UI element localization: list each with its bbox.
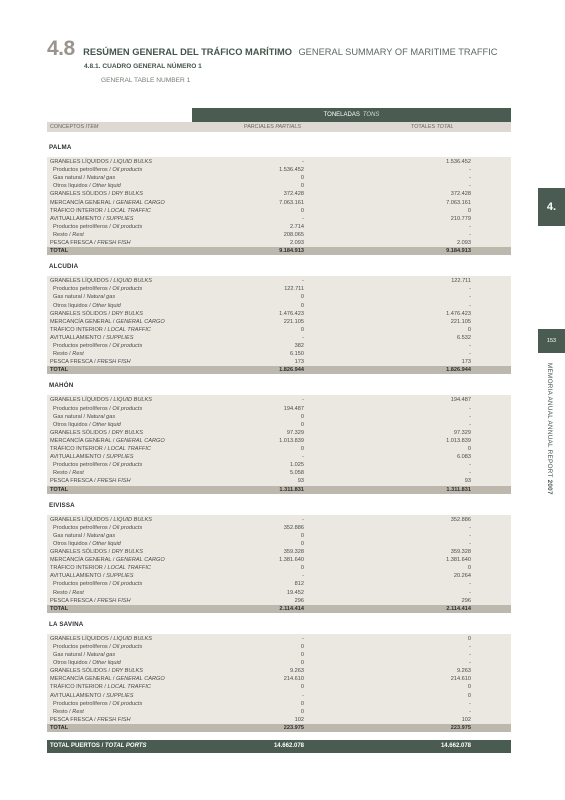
table-row: [47, 667, 511, 675]
partial-value: -: [302, 159, 304, 165]
section-number: 4.8: [47, 37, 75, 60]
partial-value: 0: [300, 540, 304, 547]
total-value: 122.711: [451, 278, 471, 285]
table-row: [47, 158, 511, 166]
col-header-partials: PARCIALES PARTIALS: [244, 124, 301, 130]
row-label: Gas natural / Natural gas: [53, 175, 116, 182]
partial-value: 102: [294, 716, 304, 723]
table-row: [47, 700, 511, 708]
table-row: [47, 166, 511, 174]
total-value: 173: [461, 359, 471, 366]
table-subtitle: 4.8.1. CUADRO GENERAL NÚMERO 1: [84, 63, 202, 70]
row-label: GRANELES SÓLIDOS / DRY BULKS: [50, 310, 143, 317]
row-label: AVITUALLAMIENTO / SUPPLIES: [50, 215, 134, 222]
column-header-row: [47, 122, 511, 132]
row-label: Resto / Rest: [53, 589, 84, 596]
table-row: [47, 190, 511, 198]
partial-value: 0: [300, 700, 304, 707]
total-value: 352.886: [450, 516, 471, 523]
row-label: GRANELES LÍQUIDOS / LIQUID BULKS: [50, 397, 152, 404]
partial-value: 214.610: [283, 676, 304, 683]
table-row: [47, 469, 511, 477]
partial-value: 0: [300, 660, 304, 667]
row-label: Otros líquidos / Other liquid: [53, 302, 121, 309]
row-label: Resto / Rest: [53, 231, 84, 238]
port-total-row: [47, 247, 511, 255]
row-label: Gas natural / Natural gas: [53, 532, 116, 539]
total-value: -: [469, 302, 471, 309]
grand-total-row: [47, 740, 511, 753]
table-row: [47, 556, 511, 564]
partial-value: 0: [300, 302, 304, 309]
report-label-es: MEMORIA ANUAL: [546, 363, 553, 419]
total-value: -: [469, 540, 471, 547]
total-value: -: [469, 231, 471, 238]
table-row: [47, 643, 511, 651]
total-value: 6.532: [457, 334, 471, 341]
total-label: TOTAL: [50, 605, 69, 612]
total-value: 97.329: [453, 429, 471, 436]
partial-value: 0: [300, 326, 304, 333]
total-value: 102: [461, 716, 471, 723]
port-name: MAHÓN: [49, 382, 74, 390]
partial-value: 372.428: [283, 191, 304, 198]
port-total-partial: 9.184.913: [279, 248, 304, 255]
partial-value: 352.886: [283, 524, 304, 531]
total-value: -: [469, 421, 471, 428]
row-label: Productos petrolíferos / Oil products: [53, 223, 143, 230]
tons-header-label-en: TONS: [362, 112, 380, 118]
port-total-total: 1.826.944: [446, 367, 471, 374]
partial-value: 0: [300, 175, 304, 182]
port-name: PALMA: [49, 144, 72, 151]
table-row: [47, 548, 511, 556]
total-value: 0: [467, 692, 471, 699]
tons-group-header: [192, 108, 511, 122]
row-label: Productos petrolíferos / Oil products: [53, 343, 143, 349]
total-value: 0: [467, 326, 471, 333]
row-label: MERCANCÍA GENERAL / GENERAL CARGO: [50, 676, 165, 683]
port-total-row: [47, 605, 511, 613]
total-label: TOTAL: [50, 724, 69, 731]
table-row: [47, 716, 511, 724]
partial-value: 0: [300, 207, 304, 214]
row-label: GRANELES SÓLIDOS / DRY BULKS: [50, 191, 143, 198]
total-value: 0: [467, 684, 471, 691]
row-label: Productos petrolíferos / Oil products: [53, 581, 143, 588]
total-value: -: [469, 223, 471, 230]
table-row: [47, 293, 511, 301]
partial-value: 5.058: [290, 470, 304, 477]
tons-header-label: TONELADAS: [323, 112, 360, 118]
total-value: 1.381.640: [446, 557, 471, 564]
total-value: -: [469, 343, 471, 349]
table-row: [47, 207, 511, 215]
row-label: GRANELES LÍQUIDOS / LIQUID BULKS: [50, 635, 152, 642]
row-label: PESCA FRESCA / FRESH FISH: [50, 716, 131, 723]
partial-value: 1.013.839: [279, 437, 304, 444]
total-value: -: [469, 413, 471, 420]
table-row: [47, 334, 511, 342]
report-year: 2007: [546, 479, 553, 495]
section-title-es: RESÚMEN GENERAL DEL TRÁFICO MARÍTIMO: [83, 47, 292, 57]
row-label: GRANELES SÓLIDOS / DRY BULKS: [50, 668, 143, 675]
row-label: TRÁFICO INTERIOR / LOCAL TRAFFIC: [50, 326, 151, 333]
partial-value: 0: [300, 183, 304, 190]
row-label: TRÁFICO INTERIOR / LOCAL TRAFFIC: [50, 446, 151, 452]
total-value: -: [469, 700, 471, 707]
partial-value: 812: [294, 581, 304, 588]
report-vertical-label: [542, 363, 556, 513]
row-label: Productos petrolíferos / Oil products: [53, 286, 143, 293]
row-label: MERCANCÍA GENERAL / GENERAL CARGO: [50, 557, 165, 564]
port-total-row: [47, 724, 511, 732]
partial-value: -: [302, 334, 304, 341]
partial-value: 359.328: [283, 549, 304, 555]
total-value: -: [469, 462, 471, 469]
table-row: [47, 342, 511, 350]
partial-value: 7.063.161: [279, 199, 304, 206]
total-value: -: [469, 167, 471, 174]
partial-value: 0: [300, 652, 304, 658]
table-row: [47, 277, 511, 285]
table-row: [47, 564, 511, 572]
port-total-row: [47, 366, 511, 374]
partial-value: -: [302, 215, 304, 222]
partial-value: 0: [300, 532, 304, 539]
port-total-partial: 1.311.831: [279, 486, 304, 493]
table-subtitle-en: GENERAL TABLE NUMBER 1: [101, 77, 191, 84]
row-label: TRÁFICO INTERIOR / LOCAL TRAFFIC: [50, 565, 151, 572]
partial-value: 0: [300, 684, 304, 691]
partial-value: 221.105: [283, 318, 304, 325]
row-label: Otros líquidos / Other liquid: [53, 421, 121, 428]
total-value: 372.428: [450, 191, 471, 198]
table-row: [47, 215, 511, 223]
total-value: 20.264: [453, 573, 471, 580]
row-label: Resto / Rest: [53, 708, 84, 715]
partial-value: 97.329: [286, 429, 304, 436]
table-row: [47, 692, 511, 700]
total-value: 93: [464, 478, 471, 485]
row-label: GRANELES LÍQUIDOS / LIQUID BULKS: [50, 159, 152, 165]
partial-value: -: [302, 278, 304, 285]
table-row: [47, 540, 511, 548]
partial-value: 93: [297, 478, 304, 485]
total-value: -: [469, 660, 471, 667]
partial-value: -: [302, 692, 304, 699]
port-total-partial: 1.826.944: [279, 367, 304, 374]
partial-value: 2.093: [290, 240, 304, 246]
row-label: Productos petrolíferos / Oil products: [53, 643, 143, 650]
table-row: [47, 310, 511, 318]
partial-value: 382: [294, 343, 304, 349]
port-name: EIVISSA: [49, 501, 75, 509]
total-value: 296: [461, 597, 471, 604]
row-label: GRANELES LÍQUIDOS / LIQUID BULKS: [50, 278, 152, 285]
partial-value: 6.150: [290, 351, 304, 358]
grand-total-label: TOTAL PUERTOS / TOTAL PORTS: [50, 743, 147, 749]
port-total-total: 223.975: [450, 724, 471, 731]
total-value: -: [469, 581, 471, 588]
total-value: -: [469, 652, 471, 658]
table-row: [47, 461, 511, 469]
partial-value: -: [302, 516, 304, 523]
table-row: [47, 358, 511, 366]
port-total-total: 2.114.414: [446, 605, 471, 612]
total-value: -: [469, 532, 471, 539]
table-row: [47, 445, 511, 453]
grand-total-total: 14.662.078: [440, 743, 471, 749]
row-label: AVITUALLAMIENTO / SUPPLIES: [50, 334, 134, 341]
row-label: Productos petrolíferos / Oil products: [53, 167, 143, 174]
partial-value: 1.476.423: [279, 310, 304, 317]
port-name: ALCUDIA: [49, 263, 79, 271]
row-label: GRANELES SÓLIDOS / DRY BULKS: [50, 549, 143, 555]
total-label: TOTAL: [50, 486, 69, 493]
table-row: [47, 675, 511, 683]
port-total-partial: 223.975: [283, 724, 304, 731]
total-value: 1.013.839: [446, 437, 471, 444]
partial-value: 19.452: [286, 589, 304, 596]
port-total-partial: 2.114.414: [279, 605, 304, 612]
total-value: 221.105: [450, 318, 471, 325]
partial-value: 0: [300, 565, 304, 572]
total-value: -: [469, 470, 471, 477]
table-row: [47, 572, 511, 580]
table-row: [47, 635, 511, 643]
row-label: PESCA FRESCA / FRESH FISH: [50, 240, 131, 246]
table-row: [47, 413, 511, 421]
table-row: [47, 231, 511, 239]
grand-total-partial: 14.662.078: [273, 743, 304, 749]
partial-value: 296: [294, 597, 304, 604]
partial-value: 208.065: [283, 231, 304, 238]
section-header: [47, 37, 527, 61]
table-row: [47, 421, 511, 429]
partial-value: 1.536.452: [279, 167, 304, 174]
partial-value: 9.263: [290, 668, 304, 675]
report-label-en: ANNUAL REPORT: [546, 420, 553, 478]
total-value: 2.093: [457, 240, 471, 246]
row-label: Resto / Rest: [53, 470, 84, 477]
table-row: [47, 405, 511, 413]
total-value: 9.263: [457, 668, 471, 675]
page-number: 153: [538, 329, 565, 353]
row-label: Gas natural / Natural gas: [53, 294, 116, 301]
total-value: 6.083: [457, 454, 471, 461]
partial-value: 194.487: [283, 405, 304, 412]
total-value: 0: [467, 207, 471, 214]
partial-value: 122.711: [284, 286, 304, 293]
total-value: -: [469, 708, 471, 715]
row-label: AVITUALLAMIENTO / SUPPLIES: [50, 573, 134, 580]
partial-value: 1.381.640: [279, 557, 304, 564]
partial-value: 2.714: [290, 223, 304, 230]
partial-value: -: [302, 454, 304, 461]
partial-value: 0: [300, 708, 304, 715]
partial-value: 0: [300, 643, 304, 650]
row-label: Resto / Rest: [53, 351, 84, 358]
table-row: [47, 302, 511, 310]
row-label: PESCA FRESCA / FRESH FISH: [50, 597, 131, 604]
total-value: 210.779: [450, 215, 471, 222]
row-label: Productos petrolíferos / Oil products: [53, 405, 143, 412]
total-label: TOTAL: [50, 367, 69, 374]
table-row: [47, 174, 511, 182]
col-header-concepts: CONCEPTOS ITEM: [50, 124, 99, 130]
table-row: [47, 437, 511, 445]
total-value: -: [469, 524, 471, 531]
table-row: [47, 589, 511, 597]
row-label: MERCANCÍA GENERAL / GENERAL CARGO: [50, 437, 165, 444]
row-label: Gas natural / Natural gas: [53, 652, 116, 658]
partial-value: 0: [300, 294, 304, 301]
total-value: -: [469, 589, 471, 596]
table-row: [47, 182, 511, 190]
table-row: [47, 708, 511, 716]
table-row: [47, 524, 511, 532]
table-row: [47, 396, 511, 404]
row-label: GRANELES SÓLIDOS / DRY BULKS: [50, 429, 143, 436]
col-header-totals: TOTALES TOTAL: [411, 124, 454, 130]
table-row: [47, 223, 511, 231]
total-value: -: [469, 294, 471, 301]
total-value: -: [469, 351, 471, 358]
row-label: AVITUALLAMIENTO / SUPPLIES: [50, 692, 134, 699]
partial-value: 0: [300, 446, 304, 452]
partial-value: -: [302, 635, 304, 642]
partial-value: -: [302, 397, 304, 404]
table-row: [47, 350, 511, 358]
table-row: [47, 597, 511, 605]
port-total-total: 1.311.831: [446, 486, 471, 493]
partial-value: 1.025: [290, 462, 304, 469]
port-total-row: [47, 486, 511, 494]
table-row: [47, 429, 511, 437]
total-value: -: [469, 175, 471, 182]
total-value: -: [469, 405, 471, 412]
table-row: [47, 285, 511, 293]
table-row: [47, 659, 511, 667]
partial-value: 0: [300, 421, 304, 428]
total-value: -: [469, 286, 471, 293]
total-value: 214.610: [450, 676, 471, 683]
row-label: TRÁFICO INTERIOR / LOCAL TRAFFIC: [50, 684, 151, 691]
row-label: AVITUALLAMIENTO / SUPPLIES: [50, 454, 134, 461]
row-label: GRANELES LÍQUIDOS / LIQUID BULKS: [50, 516, 152, 523]
port-name: LA SAVINA: [49, 620, 84, 628]
table-row: [47, 651, 511, 659]
table-row: [47, 239, 511, 247]
total-value: 0: [467, 446, 471, 452]
row-label: PESCA FRESCA / FRESH FISH: [50, 359, 131, 366]
row-label: PESCA FRESCA / FRESH FISH: [50, 478, 131, 485]
row-label: Productos petrolíferos / Oil products: [53, 700, 143, 707]
table-row: [47, 318, 511, 326]
row-label: Gas natural / Natural gas: [53, 413, 116, 420]
table-row: [47, 580, 511, 588]
total-value: 1.536.452: [446, 159, 471, 165]
partial-value: -: [302, 573, 304, 580]
table-row: [47, 326, 511, 334]
total-value: 359.328: [450, 549, 471, 555]
row-label: Otros líquidos / Other liquid: [53, 183, 121, 190]
total-value: 1.476.423: [446, 310, 471, 317]
row-label: TRÁFICO INTERIOR / LOCAL TRAFFIC: [50, 207, 151, 214]
table-row: [47, 453, 511, 461]
row-label: Productos petrolíferos / Oil products: [53, 524, 143, 531]
total-value: 7.063.161: [446, 199, 471, 206]
table-row: [47, 477, 511, 485]
port-total-total: 9.184.913: [446, 248, 471, 255]
table-row: [47, 199, 511, 207]
partial-value: 173: [294, 359, 304, 366]
row-label: Otros líquidos / Other liquid: [53, 660, 121, 667]
total-value: -: [469, 643, 471, 650]
total-value: 0: [467, 565, 471, 572]
table-row: [47, 516, 511, 524]
table-row: [47, 532, 511, 540]
total-value: 0: [467, 635, 471, 642]
row-label: Productos petrolíferos / Oil products: [53, 462, 143, 469]
row-label: Otros líquidos / Other liquid: [53, 540, 121, 547]
total-value: 194.487: [450, 397, 471, 404]
total-value: -: [469, 183, 471, 190]
table-row: [47, 683, 511, 691]
partial-value: 0: [300, 413, 304, 420]
section-title-en: GENERAL SUMMARY OF MARITIME TRAFFIC: [298, 47, 498, 57]
chapter-tab: 4.: [538, 188, 565, 226]
row-label: MERCANCÍA GENERAL / GENERAL CARGO: [50, 199, 165, 206]
row-label: MERCANCÍA GENERAL / GENERAL CARGO: [50, 318, 165, 325]
total-label: TOTAL: [50, 248, 69, 255]
